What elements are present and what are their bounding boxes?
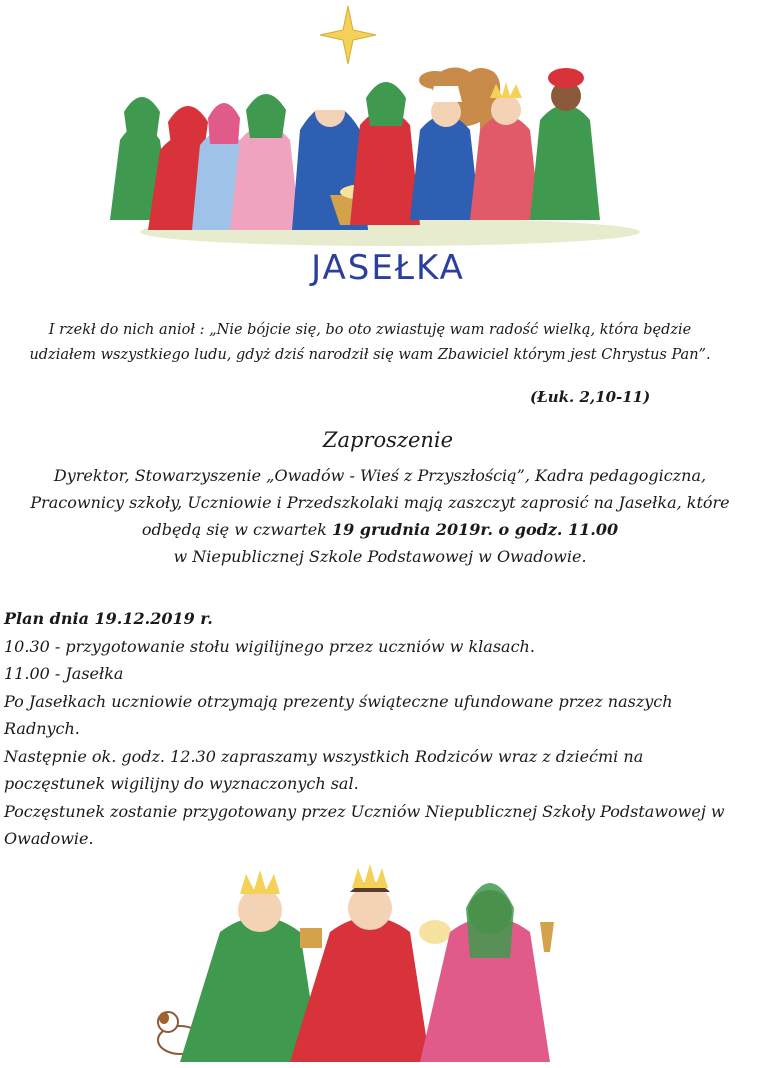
plan-item: 11.00 - Jasełka [4, 664, 124, 683]
plan-item: Po Jasełkach uczniowie otrzymają prezenty świąteczne ufundowane przez naszych Radnych. [4, 691, 673, 738]
king-dark-figure [420, 883, 554, 1062]
king-figure-3 [530, 68, 600, 220]
plan-item: Następnie ok. godz. 12.30 zapraszamy wszystkich Rodziców wraz z dziećmi na poczęstunek wigilijny do wyznaczonych sal. [4, 746, 644, 793]
invitation-text [10, 462, 750, 570]
bible-citation: (Łuk. 2,10-11) [530, 388, 651, 406]
angel-figure [230, 94, 300, 230]
star-icon [320, 6, 376, 64]
invitation-heading: Zaproszenie [322, 428, 454, 452]
invitation-line-1: Dyrektor, Stowarzyszenie „Owadów - Wieś z Przyszłością”, Kadra pedagogiczna, Pracownicy szkoły, Uczniowie i Przedszkolaki mają zaszczyt zaprosić na Jasełka, które odbędą się w czwartek [30, 466, 730, 539]
invitation-date-time: 19 grudnia 2019r. o godz. 11.00 [331, 520, 619, 539]
plan-item: 10.30 - przygotowanie stołu wigilijnego przez uczniów w klasach. [4, 636, 535, 656]
day-plan [4, 605, 744, 853]
bible-quote: I rzekł do nich anioł : „Nie bójcie się, bo oto zwiastuję wam radość wielką, która będzie udziałem wszystkiego ludu, gdyż dziś narodził się wam Zbawiciel którym jest Chrystus Pan”. [29, 322, 711, 363]
page-title: JASEŁKA [311, 248, 465, 288]
plan-item: Poczęstunek zostanie przygotowany przez Uczniów Niepublicznej Szkoły Podstawowej w Owadowie. [4, 801, 725, 848]
joseph-figure [350, 82, 420, 225]
invitation-line-2: w Niepublicznej Szkole Podstawowej w Owadowie. [173, 547, 587, 566]
plan-heading: Plan dnia 19.12.2019 r. [4, 609, 213, 628]
three-kings-illustration [150, 862, 590, 1068]
king-red-figure [290, 864, 451, 1062]
